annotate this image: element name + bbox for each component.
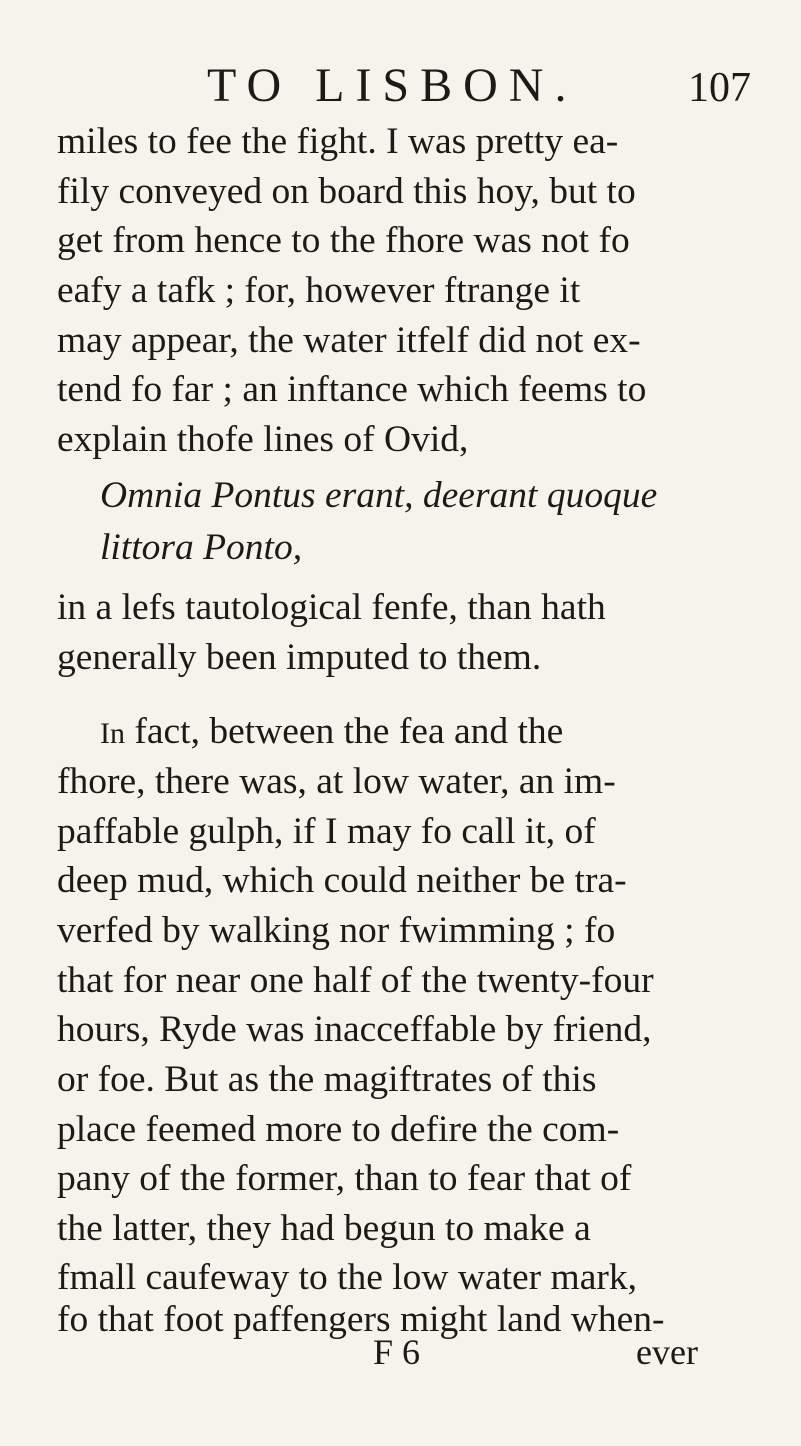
page-header xyxy=(0,58,801,118)
paragraph-first-line xyxy=(100,708,563,758)
signature-mark: F 6 xyxy=(373,1332,421,1372)
text-line: fily conveyed on board this hoy, but to xyxy=(57,171,636,212)
catchword: ever xyxy=(636,1332,698,1372)
text-line: may appear, the water itfelf did not ex- xyxy=(57,320,641,361)
text-line: paffable gulph, if I may fo call it, of xyxy=(57,811,596,852)
running-head: TO LISBON. xyxy=(207,59,578,112)
text-line: explain thofe lines of Ovid, xyxy=(57,419,469,460)
text-line: generally been imputed to them. xyxy=(57,637,542,678)
text-line: that for near one half of the twenty-four xyxy=(57,960,654,1001)
text-line: miles to fee the fight. I was pretty ea- xyxy=(57,121,619,162)
text-line: fhore, there was, at low water, an im- xyxy=(57,761,616,802)
text-line: in a lefs tautological fenfe, than hath xyxy=(57,587,606,628)
text-line: tend fo far ; an inftance which feems to xyxy=(57,369,647,410)
page-footer xyxy=(0,1328,801,1376)
text-line: deep mud, which could neither be tra- xyxy=(57,860,627,901)
text-line: eafy a tafk ; for, however ftrange it xyxy=(57,270,581,311)
page-number: 107 xyxy=(688,65,751,111)
text-line: the latter, they had begun to make a xyxy=(57,1208,591,1249)
text-line: fo that foot paffengers might land when- xyxy=(57,1299,665,1340)
text-line: verfed by walking nor fwimming ; fo xyxy=(57,910,616,951)
small-caps-opening: In xyxy=(100,717,125,750)
text-line: fmall caufeway to the low water mark, xyxy=(57,1257,637,1298)
text-line: get from hence to the fhore was not fo xyxy=(57,220,630,261)
verse-line: littora Ponto, xyxy=(100,527,303,568)
text-line: pany of the former, than to fear that of xyxy=(57,1158,632,1199)
text-line: or foe. But as the magiftrates of this xyxy=(57,1059,597,1100)
first-line-rest: fact, between the fea and the xyxy=(125,711,564,752)
text-line: place feemed more to defire the com- xyxy=(57,1109,620,1150)
verse-line: Omnia Pontus erant, deerant quoque xyxy=(100,475,658,516)
text-line: hours, Ryde was inacceffable by friend, xyxy=(57,1009,652,1050)
